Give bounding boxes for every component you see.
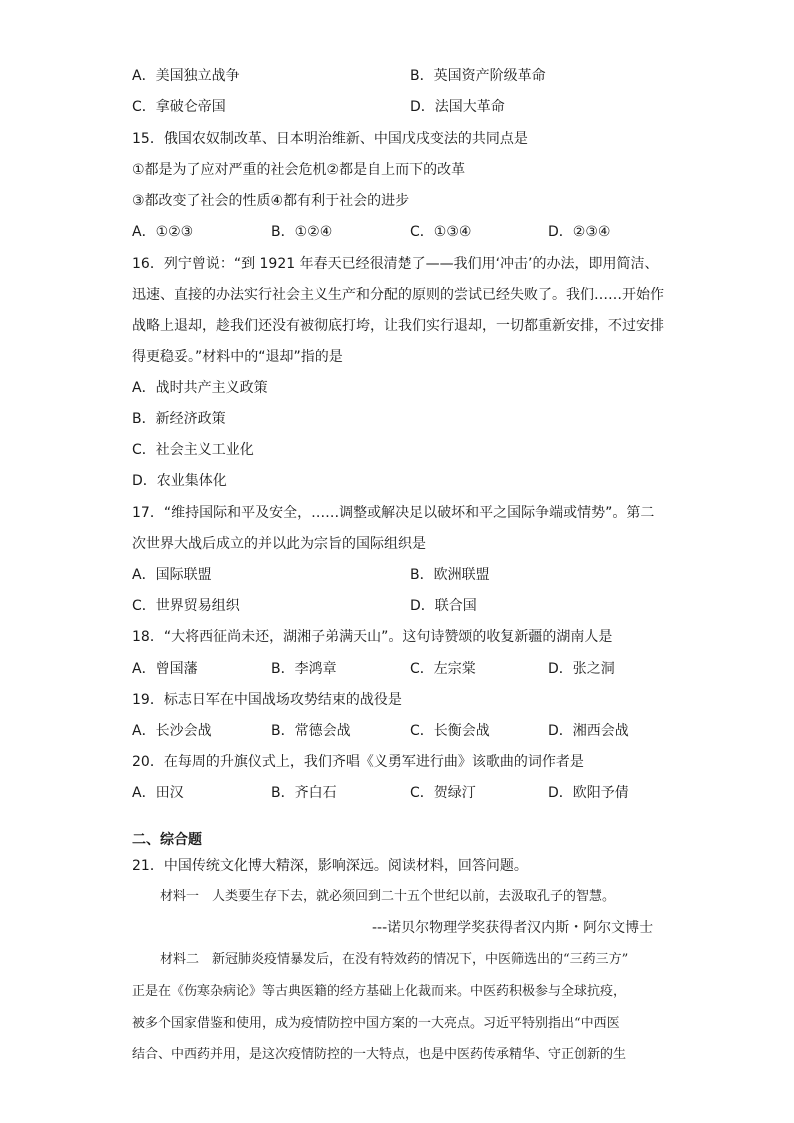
q19-stem: 19．标志日军在中国战场攻势结束的战役是 xyxy=(132,692,402,708)
material-one: 材料一 人类要生存下去，就必须回到二十五个世纪以前，去汲取孔子的智慧。 xyxy=(160,889,616,904)
q14-option-b: B．英国资产阶级革命 xyxy=(410,68,546,84)
q14-option-d: D．法国大革命 xyxy=(410,99,505,115)
q14-option-c: C．拿破仑帝国 xyxy=(132,99,226,115)
q20-option-b: B．齐白石 xyxy=(271,785,337,801)
q15-option-d: D．②③④ xyxy=(548,224,611,240)
q15-option-b: B．①②④ xyxy=(271,224,333,240)
q19-option-d: D．湘西会战 xyxy=(548,723,629,739)
q20-option-d: D．欧阳予倩 xyxy=(548,785,629,801)
q16-option-b: B．新经济政策 xyxy=(132,411,226,427)
q16-stem-line-2: 迅速、直接的办法实行社会主义生产和分配的原则的尝试已经失败了。我们……开始作 xyxy=(132,287,664,303)
q16-option-a: A．战时共产主义政策 xyxy=(132,380,268,396)
q18-option-a: A．曾国藩 xyxy=(132,661,198,677)
q19-option-a: A．长沙会战 xyxy=(132,723,212,739)
q18-option-c: C．左宗棠 xyxy=(410,661,476,677)
q19-option-b: B．常德会战 xyxy=(271,723,351,739)
material-two-line-2: 正是在《伤寒杂病论》等古典医籍的经方基础上化裁而来。中医药积极参与全球抗疫， xyxy=(132,984,627,999)
section-heading: 二、综合题 xyxy=(132,832,202,848)
q21-stem: 21．中国传统文化博大精深，影响深远。阅读材料，回答问题。 xyxy=(132,858,528,874)
q14-option-a: A．美国独立战争 xyxy=(132,68,240,84)
q20-option-c: C．贺绿汀 xyxy=(410,785,476,801)
q17-option-c: C．世界贸易组织 xyxy=(132,598,240,614)
q15-stem: 15．俄国农奴制改革、日本明治维新、中国戊戌变法的共同点是 xyxy=(132,131,528,147)
q16-stem-line-1: 16．列宁曾说：“到 1921 年春天已经很清楚了——我们用‘冲击’的办法，即用简洁、 xyxy=(132,256,659,272)
q17-option-a: A．国际联盟 xyxy=(132,567,212,583)
q18-option-b: B．李鸿章 xyxy=(271,661,337,677)
q18-option-d: D．张之洞 xyxy=(548,661,615,677)
q16-stem-line-4: 得更稳妥。”材料中的“退却”指的是 xyxy=(132,349,343,365)
q17-option-b: B．欧洲联盟 xyxy=(410,567,490,583)
material-one-source: ---诺贝尔物理学奖获得者汉内斯・阿尔文博士 xyxy=(372,920,654,936)
q18-stem: 18．“大将西征尚未还，湖湘子弟满天山”。这句诗赞颂的收复新疆的湖南人是 xyxy=(132,629,613,645)
q15-option-c: C．①③④ xyxy=(410,224,472,240)
material-two-line-3: 被多个国家借鉴和使用，成为疫情防控中国方案的一大亮点。习近平特别指出“中西医 xyxy=(132,1016,620,1031)
q17-stem-line-2: 次世界大战后成立的并以此为宗旨的国际组织是 xyxy=(132,536,426,552)
material-two-line-1: 材料二 新冠肺炎疫情暴发后，在没有特效药的情况下，中医筛选出的“三药三方” xyxy=(160,952,629,967)
q17-stem-line-1: 17．“维持国际和平及安全，……调整或解决足以破坏和平之国际争端或情势”。第二 xyxy=(132,505,655,521)
q16-option-d: D．农业集体化 xyxy=(132,473,227,489)
q19-option-c: C．长衡会战 xyxy=(410,723,490,739)
q17-option-d: D．联合国 xyxy=(410,598,477,614)
q16-option-c: C．社会主义工业化 xyxy=(132,442,254,458)
q15-statement-1: ①都是为了应对严重的社会危机②都是自上而下的改革 xyxy=(132,162,466,178)
q15-statement-2: ③都改变了社会的性质④都有利于社会的进步 xyxy=(132,193,410,209)
q15-option-a: A．①②③ xyxy=(132,224,194,240)
q20-option-a: A．田汉 xyxy=(132,785,184,801)
q20-stem: 20．在每周的升旗仪式上，我们齐唱《义勇军进行曲》该歌曲的词作者是 xyxy=(132,754,584,770)
material-two-line-4: 结合、中西药并用，是这次疫情防控的一大特点，也是中医药传承精华、守正创新的生 xyxy=(132,1047,627,1062)
q16-stem-line-3: 战略上退却，趁我们还没有被彻底打垮，让我们实行退却，一切都重新安排，不过安排 xyxy=(132,318,664,334)
